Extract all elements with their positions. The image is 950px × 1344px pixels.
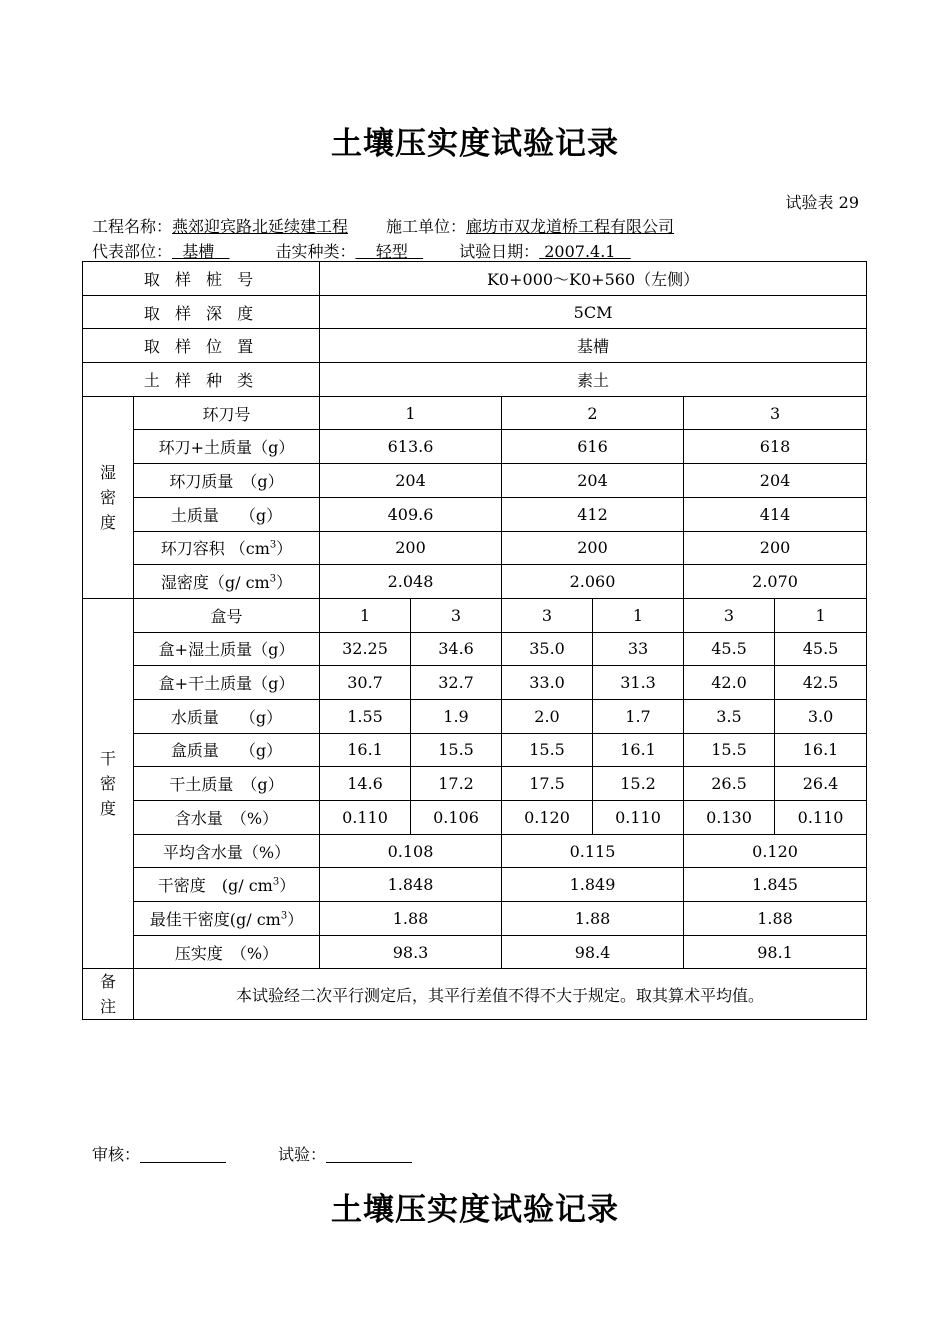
cell-value: 3.0 [775, 699, 867, 733]
part-value: 基槽 [182, 242, 215, 261]
cell-value: 1 [320, 598, 411, 632]
review-signature [92, 1142, 226, 1165]
dry-density-summary-row [83, 868, 867, 902]
cell-value: 1.7 [593, 699, 684, 733]
date-label: 试验日期： [459, 242, 540, 261]
sample-label: 取 样 位 置 [83, 329, 320, 363]
cell-value: 15.2 [593, 767, 684, 801]
part-label: 代表部位： [92, 242, 173, 261]
cell-value: 618 [684, 430, 867, 464]
sample-row [83, 329, 867, 363]
dry-density-summary-row [83, 902, 867, 936]
cell-value: 0.110 [593, 801, 684, 835]
sample-label: 取 样 桩 号 [83, 262, 320, 296]
cell-value: 0.110 [320, 801, 411, 835]
cell-value: 1.88 [684, 902, 867, 936]
remark-row [83, 969, 867, 1020]
dry-density-row [83, 598, 867, 632]
cell-value: 1.55 [320, 699, 411, 733]
row-label: 水质量 （g） [134, 699, 320, 733]
compaction-label: 击实种类： [275, 242, 356, 261]
cell-value: 0.120 [502, 801, 593, 835]
sample-value: 基槽 [320, 329, 867, 363]
row-label: 环刀号 [134, 396, 320, 430]
unit-value: 廊坊市双龙道桥工程有限公司 [466, 217, 675, 236]
row-label: 盒+干土质量（g） [134, 666, 320, 700]
cell-value: 3.5 [684, 699, 775, 733]
wet-density-row [83, 531, 867, 565]
cell-value: 17.5 [502, 767, 593, 801]
cell-value: 42.0 [684, 666, 775, 700]
date-value: 2007.4.1 [544, 242, 616, 261]
cell-value: 616 [502, 430, 684, 464]
cell-value: 14.6 [320, 767, 411, 801]
cell-value: 412 [502, 497, 684, 531]
row-label: 环刀容积 $(cm^3)$ [134, 531, 320, 565]
cell-value: 0.130 [684, 801, 775, 835]
cell-value: 32.25 [320, 632, 411, 666]
row-label: 压实度 （%） [134, 935, 320, 969]
cell-value: 26.4 [775, 767, 867, 801]
row-label: 最佳干密度(g/ $cm^3$） [134, 902, 320, 936]
cell-value: 2 [502, 396, 684, 430]
cell-value: 200 [684, 531, 867, 565]
row-label: 平均含水量（%） [134, 834, 320, 868]
cell-value: 16.1 [775, 733, 867, 767]
cell-value: 16.1 [593, 733, 684, 767]
header-line-1 [92, 214, 674, 237]
dry-density-summary-row [83, 935, 867, 969]
cell-value: 15.5 [411, 733, 502, 767]
row-label: 干土质量 （g） [134, 767, 320, 801]
row-label: 含水量 （%） [134, 801, 320, 835]
cell-value: 1.845 [684, 868, 867, 902]
review-signature-line [140, 1146, 226, 1163]
dry-density-row [83, 632, 867, 666]
cell-value: 15.5 [684, 733, 775, 767]
cell-value: 2.060 [502, 565, 684, 599]
cell-value: 45.5 [684, 632, 775, 666]
cell-value: 31.3 [593, 666, 684, 700]
cell-value: 17.2 [411, 767, 502, 801]
dry-density-row [83, 767, 867, 801]
cell-value: 613.6 [320, 430, 502, 464]
cell-value: 204 [502, 464, 684, 498]
test-record-table [82, 261, 867, 1020]
cell-value: 204 [684, 464, 867, 498]
cell-value: 98.4 [502, 935, 684, 969]
wet-density-section-label: 湿 密 度 [83, 396, 134, 598]
wet-density-row [83, 396, 867, 430]
cell-value: 3 [411, 598, 502, 632]
remark-text: 本试验经二次平行测定后，其平行差值不得不大于规定。取其算术平均值。 [134, 969, 867, 1020]
unit-label: 施工单位： [386, 217, 467, 236]
review-label: 审核： [92, 1145, 141, 1164]
sample-label: 土 样 种 类 [83, 363, 320, 397]
wet-density-row [83, 430, 867, 464]
cell-value: 1 [775, 598, 867, 632]
cell-value: 32.7 [411, 666, 502, 700]
page-title: 土壤压实度试验记录 [331, 126, 619, 162]
row-label: 盒质量 （g） [134, 733, 320, 767]
cell-value: 414 [684, 497, 867, 531]
cell-value: 2.070 [684, 565, 867, 599]
row-label: 环刀+土质量（g） [134, 430, 320, 464]
sample-value: 素土 [320, 363, 867, 397]
cell-value: 15.5 [502, 733, 593, 767]
dry-density-row [83, 699, 867, 733]
sample-label: 取 样 深 度 [83, 295, 320, 329]
form-number: 试验表 29 [785, 193, 859, 212]
wet-density-row [83, 464, 867, 498]
cell-value: 98.3 [320, 935, 502, 969]
cell-value: 1 [593, 598, 684, 632]
row-label: 土质量 （g） [134, 497, 320, 531]
dry-density-section-label: 干 密 度 [83, 598, 134, 969]
row-label: 盒+湿土质量（g） [134, 632, 320, 666]
wet-density-row [83, 497, 867, 531]
cell-value: 0.108 [320, 834, 502, 868]
sample-row [83, 262, 867, 296]
cell-value: 33.0 [502, 666, 593, 700]
compaction-value: 轻型 [375, 242, 408, 261]
repeated-page-title: 土壤压实度试验记录 [331, 1192, 619, 1228]
cell-value: 200 [502, 531, 684, 565]
row-label: 环刀质量 （g） [134, 464, 320, 498]
cell-value: 1.88 [320, 902, 502, 936]
cell-value: 33 [593, 632, 684, 666]
cell-value: 30.7 [320, 666, 411, 700]
dry-density-row [83, 666, 867, 700]
sample-row [83, 363, 867, 397]
row-label: 干密度 (g/ $cm^3$） [134, 868, 320, 902]
cell-value: 16.1 [320, 733, 411, 767]
cell-value: 204 [320, 464, 502, 498]
project-label: 工程名称： [92, 217, 173, 236]
cell-value: 0.106 [411, 801, 502, 835]
cell-value: 0.115 [502, 834, 684, 868]
cell-value: 35.0 [502, 632, 593, 666]
cell-value: 2.048 [320, 565, 502, 599]
sample-value: K0+000～K0+560（左侧） [320, 262, 867, 296]
cell-value: 1 [320, 396, 502, 430]
cell-value: 3 [502, 598, 593, 632]
cell-value: 34.6 [411, 632, 502, 666]
row-label: 盒号 [134, 598, 320, 632]
tester-label: 试验： [278, 1145, 327, 1164]
wet-density-row [83, 565, 867, 599]
cell-value: 0.110 [775, 801, 867, 835]
tester-signature [278, 1142, 412, 1165]
cell-value: 409.6 [320, 497, 502, 531]
cell-value: 1.9 [411, 699, 502, 733]
cell-value: 1.849 [502, 868, 684, 902]
dry-density-summary-row [83, 834, 867, 868]
project-value: 燕郊迎宾路北延续建工程 [172, 217, 349, 236]
cell-value: 3 [684, 396, 867, 430]
cell-value: 200 [320, 531, 502, 565]
dry-density-row [83, 801, 867, 835]
row-label: 湿密度（g/ $cm^3$） [134, 565, 320, 599]
cell-value: 26.5 [684, 767, 775, 801]
tester-signature-line [326, 1146, 412, 1163]
sample-value: 5CM [320, 295, 867, 329]
cell-value: 1.848 [320, 868, 502, 902]
cell-value: 98.1 [684, 935, 867, 969]
cell-value: 45.5 [775, 632, 867, 666]
header-line-2 [92, 239, 631, 262]
cell-value: 1.88 [502, 902, 684, 936]
cell-value: 42.5 [775, 666, 867, 700]
sample-row [83, 295, 867, 329]
cell-value: 2.0 [502, 699, 593, 733]
remark-label: 备 注 [83, 969, 134, 1020]
cell-value: 0.120 [684, 834, 867, 868]
cell-value: 3 [684, 598, 775, 632]
dry-density-row [83, 733, 867, 767]
